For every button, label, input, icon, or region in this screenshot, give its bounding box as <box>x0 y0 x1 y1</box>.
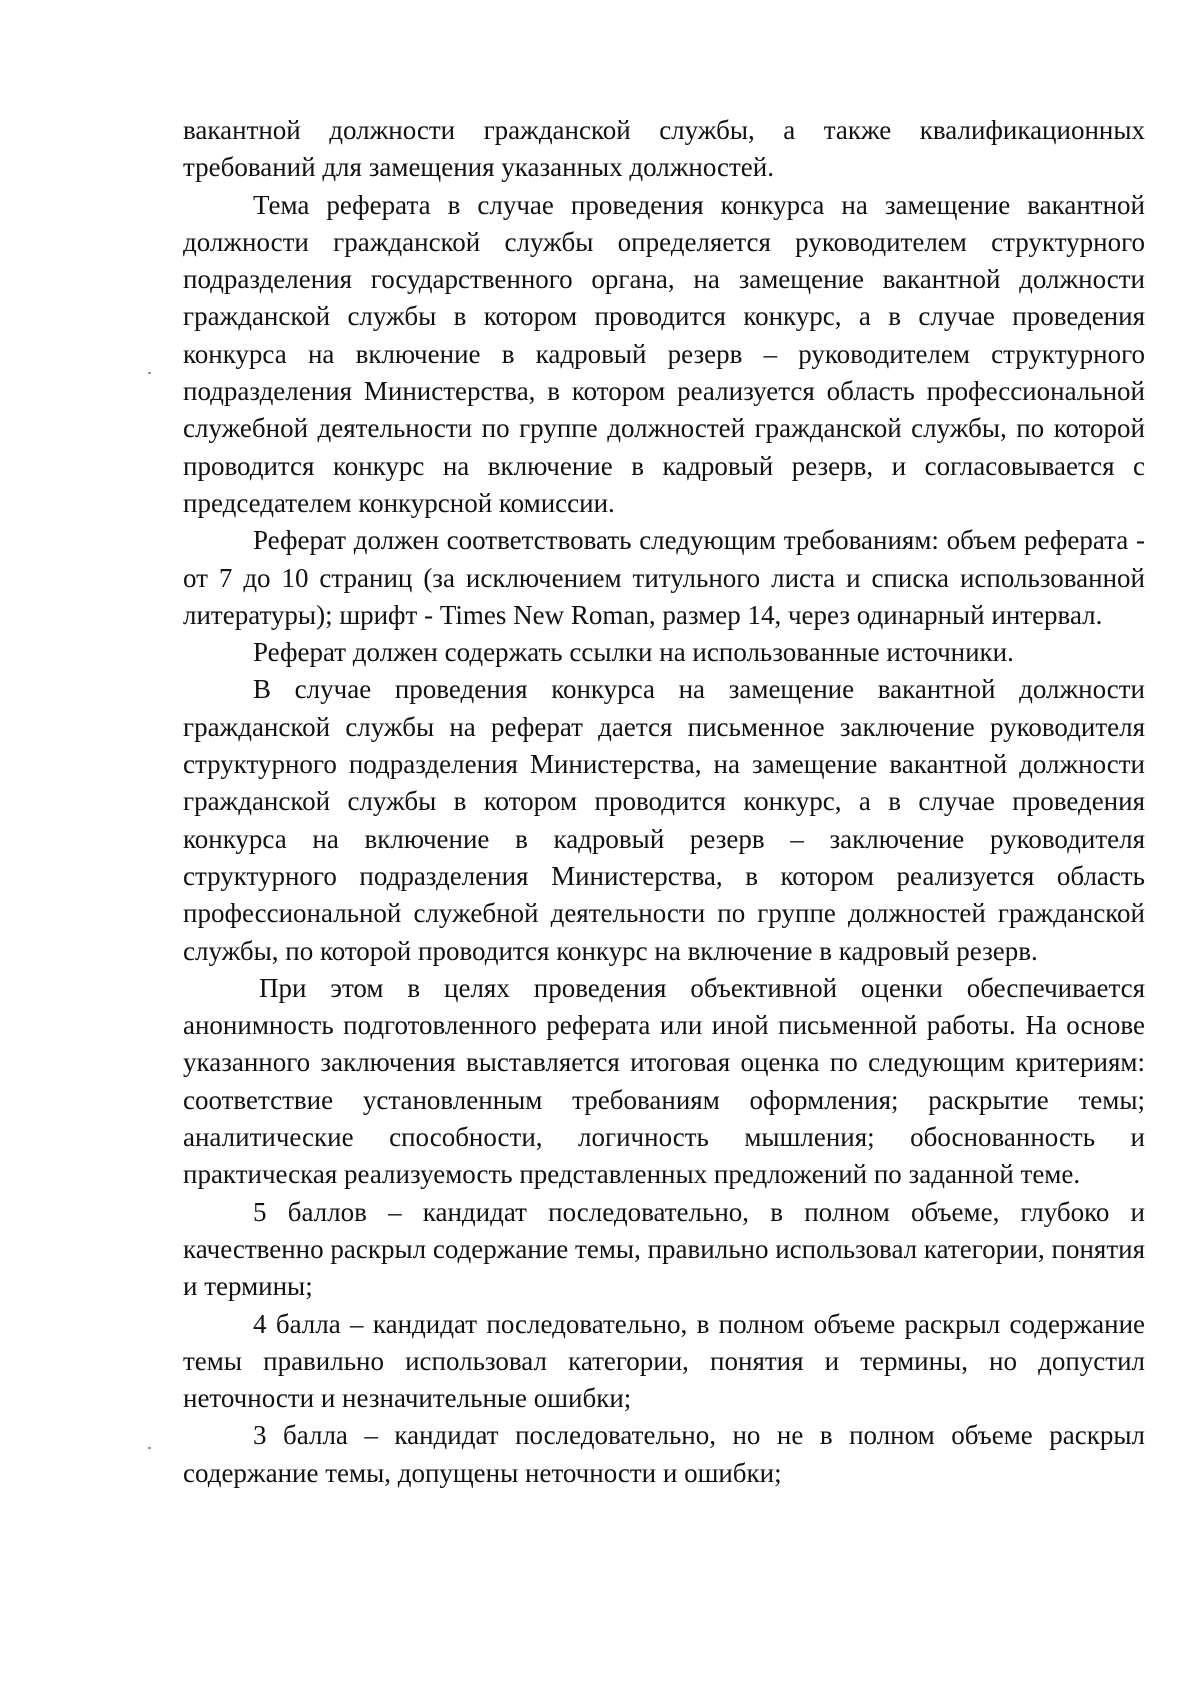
paragraph-continuation: вакантной должности гражданской службы, а также квалификационных требований для замещения указанных должностей. <box>183 115 1145 183</box>
paragraph-evaluation-criteria: При этом в целях проведения объективной оценки обеспечивается анонимность подготовленного реферата или иной письменной работы. На основе указанного заключения выставляется итоговая оценка по следующим критериям: соответствие установленным требованиям оформления; раскрытие темы; аналитические способности, логичность мышления; обоснованность и практическая реализуемость представленных предложений по заданной теме. <box>183 972 1145 1190</box>
paragraph-essay-topic: Тема реферата в случае проведения конкурса на замещение вакантной должности гражданской службы определяется руководителем структурного подразделения государственного органа, на замещение вакантной должности гражданской службы в котором проводится конкурс, а в случае проведения конкурса на включение в кадровый резерв – руководителем структурного подразделения Министерства, в котором реализуется область профессиональной служебной деятельности по группе должностей гражданской службы, по которой проводится конкурс на включение в кадровый резерв, и согласовывается с председателем конкурсной комиссии. <box>183 189 1145 518</box>
paragraph-score-4: 4 балла – кандидат последовательно, в полном объеме раскрыл содержание темы правильно использовал категории, понятия и термины, но допустил неточности и незначительные ошибки; <box>183 1308 1145 1414</box>
paragraph-essay-requirements: Реферат должен соответствовать следующим требованиям: объем реферата - от 7 до 10 страниц (за исключением титульного листа и списка использованной литературы); шрифт - Times New Roman, размер 14, через одинарный интервал. <box>183 525 1145 630</box>
paragraph-written-conclusion: В случае проведения конкурса на замещение вакантной должности гражданской службы на реферат дается письменное заключение руководителя структурного подразделения Министерства, на замещение вакантной должности гражданской службы в котором проводится конкурс, а в случае проведения конкурса на включение в кадровый резерв – заключение руководителя структурного подразделения Министерства, в котором реализуется область профессиональной служебной деятельности по группе должностей гражданской службы, по которой проводится конкурс на включение в кадровый резерв. <box>183 674 1145 966</box>
document-body <box>183 112 1145 1492</box>
paragraph-score-5: 5 баллов – кандидат последовательно, в полном объеме, глубоко и качественно раскрыл содержание темы, правильно использовал категории, понятия и термины; <box>183 1196 1145 1302</box>
paragraph-score-3: 3 балла – кандидат последовательно, но не в полном объеме раскрыл содержание темы, допущены неточности и ошибки; <box>183 1420 1145 1488</box>
paragraph-essay-references: Реферат должен содержать ссылки на использованные источники. <box>253 637 1014 668</box>
scan-speck <box>148 372 151 374</box>
scan-speck <box>148 1447 151 1449</box>
